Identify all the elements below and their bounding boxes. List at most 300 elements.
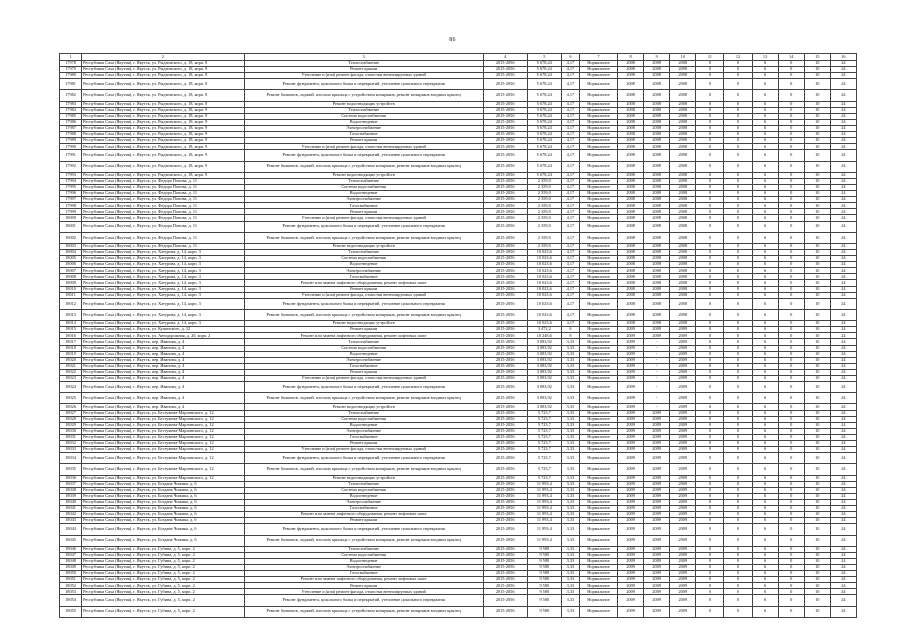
table-cell: 3,33 bbox=[561, 345, 579, 351]
table-cell: 11 993,4 bbox=[527, 512, 561, 518]
table-cell: 4,17 bbox=[561, 79, 579, 90]
table-cell: Нормальное bbox=[579, 119, 617, 125]
table-cell: 0 bbox=[696, 339, 724, 345]
table-cell: 2008 bbox=[618, 221, 644, 232]
table-cell: 9 580 bbox=[527, 564, 561, 570]
table-cell: 17993 bbox=[60, 172, 82, 178]
table-cell: 2015-2056 bbox=[483, 79, 527, 90]
table-cell: 2015-2056 bbox=[483, 404, 527, 410]
table-cell: Нормальное bbox=[579, 292, 617, 298]
table-cell: 2009 bbox=[618, 382, 644, 393]
table-cell: 0 bbox=[696, 481, 724, 487]
table-cell: 24 bbox=[830, 215, 856, 221]
table-cell: 24 bbox=[830, 197, 856, 203]
table-cell: 2009 bbox=[644, 558, 670, 564]
table-cell: 0 bbox=[696, 126, 724, 132]
table-cell: 18028 bbox=[60, 416, 82, 422]
table-cell: 0 bbox=[778, 428, 804, 434]
table-cell: 0 bbox=[724, 73, 752, 79]
table-cell: 18023 bbox=[60, 375, 82, 381]
table-cell: 18033 bbox=[60, 447, 82, 453]
table-cell: 24 bbox=[830, 250, 856, 256]
table-cell: 10 bbox=[804, 309, 830, 320]
table-cell: 10 bbox=[804, 393, 830, 404]
table-cell: Водоотведение bbox=[244, 493, 483, 499]
table-cell: Нормальное bbox=[579, 393, 617, 404]
table-cell: 0 bbox=[724, 107, 752, 113]
table-cell: 6 bbox=[752, 512, 778, 518]
table-cell: 2015-2056 bbox=[483, 119, 527, 125]
table-cell: 24 bbox=[830, 184, 856, 190]
table-cell: Нормальное bbox=[579, 571, 617, 577]
table-cell: 2008 bbox=[670, 184, 696, 190]
table-cell: 18015 bbox=[60, 327, 82, 333]
table-cell: 24 bbox=[830, 298, 856, 309]
table-cell: 2009 bbox=[670, 434, 696, 440]
table-cell: 6 bbox=[752, 606, 778, 617]
table-cell: 0 bbox=[778, 243, 804, 249]
table-cell: 2008 bbox=[670, 67, 696, 73]
table-cell: 2009 bbox=[618, 345, 644, 351]
table-cell: 2008 bbox=[618, 79, 644, 90]
table-cell: 6 bbox=[752, 345, 778, 351]
table-cell: 2009 bbox=[644, 499, 670, 505]
table-cell: 3,33 bbox=[561, 552, 579, 558]
table-cell: 11 993,4 bbox=[527, 535, 561, 546]
table-cell: 4,17 bbox=[561, 274, 579, 280]
table-cell: 10 bbox=[804, 487, 830, 493]
table-cell: 10 bbox=[804, 369, 830, 375]
table-cell: Республика Саха (Якутия), г. Якутск, ул. Рыдзинского, д. 18, корп. 9 bbox=[82, 161, 245, 172]
table-cell: 2015-2056 bbox=[483, 203, 527, 209]
table-cell: 6 bbox=[752, 138, 778, 144]
table-cell: 2015-2056 bbox=[483, 499, 527, 505]
table-cell: 2015-2056 bbox=[483, 113, 527, 119]
table-cell: 0 bbox=[724, 481, 752, 487]
table-cell: 0 bbox=[778, 345, 804, 351]
table-cell: Теплоснабжение bbox=[244, 339, 483, 345]
table-cell: 0 bbox=[696, 518, 724, 524]
table-cell: 2008 bbox=[670, 172, 696, 178]
table-cell: 2008 bbox=[670, 191, 696, 197]
table-cell: 0 bbox=[724, 535, 752, 546]
table-cell: - bbox=[644, 339, 670, 345]
table-cell: Республика Саха (Якутия), г. Якутск, ул. Хатурова, д. 14, корп. 3 bbox=[82, 274, 245, 280]
table-cell: 0 bbox=[724, 410, 752, 416]
table-cell: 10 bbox=[804, 453, 830, 464]
table-row bbox=[60, 524, 857, 535]
table-cell: Республика Саха (Якутия), г. Якутск, ул. Рыдзинского, д. 18, корп. 9 bbox=[82, 119, 245, 125]
table-cell: 2008 bbox=[644, 321, 670, 327]
table-cell: 6 bbox=[752, 178, 778, 184]
table-cell: Нормальное bbox=[579, 351, 617, 357]
table-cell: 6 bbox=[752, 369, 778, 375]
table-cell: 0 bbox=[724, 475, 752, 481]
table-cell: 3,33 bbox=[561, 422, 579, 428]
table-cell: Республика Саха (Якутия), г. Якутск, ул. Хатурова, д. 14, корп. 3 bbox=[82, 292, 245, 298]
table-cell: 2015-2056 bbox=[483, 595, 527, 606]
table-cell: 2009 bbox=[670, 487, 696, 493]
table-cell: 6 bbox=[752, 67, 778, 73]
table-cell: Ремонт крыши bbox=[244, 327, 483, 333]
table-cell: Ремонт фундамента, цокольного балка и перекрытий, утепление цокольного перекрытия bbox=[244, 298, 483, 309]
table-cell: 6 bbox=[752, 375, 778, 381]
table-row bbox=[60, 232, 857, 243]
table-cell: 0 bbox=[724, 61, 752, 67]
table-cell: Республика Саха (Якутия), г. Якутск, ул. Рыдзинского, д. 18, корп. 9 bbox=[82, 144, 245, 150]
table-cell: 2008 bbox=[670, 256, 696, 262]
table-cell: 0 bbox=[778, 410, 804, 416]
table-cell: 2008 bbox=[670, 286, 696, 292]
table-cell: 0 bbox=[778, 327, 804, 333]
table-cell: 11 993,4 bbox=[527, 487, 561, 493]
table-cell: Ремонт фундамента, цокольного балка и перекрытий, утепление цокольного перекрытия bbox=[244, 79, 483, 90]
table-cell: 2009 bbox=[618, 351, 644, 357]
table-cell: 2008 bbox=[618, 321, 644, 327]
table-cell: 0 bbox=[724, 375, 752, 381]
table-cell: 2009 bbox=[618, 428, 644, 434]
table-cell: 0 bbox=[778, 357, 804, 363]
table-cell: Нормальное bbox=[579, 518, 617, 524]
table-cell: 24 bbox=[830, 595, 856, 606]
table-cell: 2008 bbox=[644, 184, 670, 190]
table-cell: 2015-2056 bbox=[483, 434, 527, 440]
table-cell: 0 bbox=[696, 404, 724, 410]
table-cell: - bbox=[644, 369, 670, 375]
table-cell: 6 bbox=[752, 357, 778, 363]
table-cell: 18053 bbox=[60, 589, 82, 595]
table-cell: 0 bbox=[778, 535, 804, 546]
table-cell: 2009 bbox=[618, 434, 644, 440]
table-cell: 0 bbox=[696, 571, 724, 577]
table-cell: 6 bbox=[752, 184, 778, 190]
table-cell: 6 bbox=[752, 119, 778, 125]
table-cell: 0 bbox=[696, 232, 724, 243]
register-sheet bbox=[59, 53, 857, 618]
table-cell: 18001 bbox=[60, 221, 82, 232]
table-cell: 2009 bbox=[670, 327, 696, 333]
table-cell: - bbox=[644, 345, 670, 351]
table-cell: 0 bbox=[724, 506, 752, 512]
table-cell: 9 580 bbox=[527, 606, 561, 617]
table-cell: 0 bbox=[778, 558, 804, 564]
table-cell: Нормальное bbox=[579, 506, 617, 512]
table-cell: 24 bbox=[830, 339, 856, 345]
table-cell: 2015-2056 bbox=[483, 363, 527, 369]
table-cell: Нормальное bbox=[579, 487, 617, 493]
table-cell: Республика Саха (Якутия), г. Якутск, ул. Богдана Чижика, д. 6 bbox=[82, 481, 245, 487]
table-cell: Электроснабжение bbox=[244, 268, 483, 274]
table-cell: 0 bbox=[778, 571, 804, 577]
table-cell: Республика Саха (Якутия), г. Якутск, ул. Губина, д. 5, корп. 2 bbox=[82, 577, 245, 583]
table-cell: 0 bbox=[778, 512, 804, 518]
table-cell: 0 bbox=[696, 595, 724, 606]
table-cell: 18014 bbox=[60, 321, 82, 327]
table-cell: 9 580 bbox=[527, 571, 561, 577]
table-cell: 2009 bbox=[618, 546, 644, 552]
table-cell: 4,17 bbox=[561, 184, 579, 190]
table-cell: Республика Саха (Якутия), г. Якутск, ул. Богдана Чижика, д. 6 bbox=[82, 518, 245, 524]
table-cell: 3 083,92 bbox=[527, 375, 561, 381]
table-cell: 6 bbox=[752, 232, 778, 243]
table-body bbox=[60, 61, 857, 618]
table-cell: 2008 bbox=[670, 144, 696, 150]
table-cell: Ремонт фундамента, цокольного балка и перекрытий, утепление цокольного перекрытия bbox=[244, 453, 483, 464]
table-cell: Утепление и (или) ремонт фасада, отмостки вентилируемых зданий bbox=[244, 447, 483, 453]
table-cell: 2015-2056 bbox=[483, 298, 527, 309]
table-cell: 10 bbox=[804, 518, 830, 524]
table-cell: 2015-2056 bbox=[483, 321, 527, 327]
table-cell: 0 bbox=[724, 215, 752, 221]
table-cell: Республика Саха (Якутия), г. Якутск, ул. Федора Попова, д. 11 bbox=[82, 203, 245, 209]
column-header: 13 bbox=[752, 54, 778, 61]
table-cell: 5 678,24 bbox=[527, 73, 561, 79]
table-cell: 5 678,24 bbox=[527, 119, 561, 125]
table-cell: 2009 bbox=[644, 564, 670, 570]
table-cell: 0 bbox=[696, 61, 724, 67]
table-cell: 24 bbox=[830, 416, 856, 422]
table-cell: 10 bbox=[804, 564, 830, 570]
table-cell: 0 bbox=[696, 191, 724, 197]
table-cell: 2015-2056 bbox=[483, 333, 527, 339]
table-cell: 2009 bbox=[644, 327, 670, 333]
table-cell: 6 bbox=[752, 126, 778, 132]
table-cell: - bbox=[644, 404, 670, 410]
table-cell: 0 bbox=[778, 464, 804, 475]
table-cell: 24 bbox=[830, 113, 856, 119]
table-cell: 4,17 bbox=[561, 138, 579, 144]
table-cell: 10 bbox=[804, 250, 830, 256]
table-cell: 5 678,24 bbox=[527, 107, 561, 113]
table-cell: 10 023,6 bbox=[527, 298, 561, 309]
table-cell: Республика Саха (Якутия), г. Якутск, ул. Губина, д. 5, корп. 2 bbox=[82, 552, 245, 558]
table-cell: Республика Саха (Якутия), г. Якутск, пер. Иванова, д. 4 bbox=[82, 351, 245, 357]
table-cell: 9 580 bbox=[527, 583, 561, 589]
table-cell: 24 bbox=[830, 138, 856, 144]
table-cell: 24 bbox=[830, 422, 856, 428]
table-cell: 6 bbox=[752, 262, 778, 268]
table-cell: 24 bbox=[830, 447, 856, 453]
table-cell: 2008 bbox=[670, 209, 696, 215]
table-cell: 18031 bbox=[60, 434, 82, 440]
table-cell: 3,33 bbox=[561, 546, 579, 552]
table-cell: 2008 bbox=[644, 274, 670, 280]
table-row bbox=[60, 298, 857, 309]
table-cell: 0 bbox=[696, 577, 724, 583]
table-cell: 3,33 bbox=[561, 339, 579, 345]
table-cell: 0 bbox=[696, 393, 724, 404]
table-row bbox=[60, 464, 857, 475]
table-cell: 24 bbox=[830, 552, 856, 558]
table-cell: 0 bbox=[724, 558, 752, 564]
table-cell: 18055 bbox=[60, 606, 82, 617]
table-cell: 24 bbox=[830, 203, 856, 209]
table-cell: 6 bbox=[752, 333, 778, 339]
table-cell: 18049 bbox=[60, 564, 82, 570]
column-header: 16 bbox=[830, 54, 856, 61]
table-cell: 2008 bbox=[644, 262, 670, 268]
table-cell: 3,33 bbox=[561, 357, 579, 363]
table-cell: Республика Саха (Якутия), г. Якутск, ул. Рыдзинского, д. 18, корп. 8 bbox=[82, 61, 245, 67]
table-cell: Республика Саха (Якутия), г. Якутск, пер. Иванова, д. 4 bbox=[82, 363, 245, 369]
table-cell: 2009 bbox=[618, 577, 644, 583]
table-cell: Нормальное bbox=[579, 178, 617, 184]
table-cell: 24 bbox=[830, 606, 856, 617]
table-cell: 2015-2056 bbox=[483, 357, 527, 363]
table-cell: 10 bbox=[804, 535, 830, 546]
table-cell: Нормальное bbox=[579, 434, 617, 440]
table-cell: 2015-2056 bbox=[483, 546, 527, 552]
table-cell: 2015-2056 bbox=[483, 67, 527, 73]
table-cell: 2009 bbox=[670, 393, 696, 404]
table-cell: 0 bbox=[724, 422, 752, 428]
table-cell: 24 bbox=[830, 506, 856, 512]
table-cell: Теплоснабжение bbox=[244, 410, 483, 416]
table-cell: 2009 bbox=[670, 410, 696, 416]
table-cell: 2015-2056 bbox=[483, 250, 527, 256]
table-cell: 0 bbox=[724, 132, 752, 138]
table-cell: 9 580 bbox=[527, 546, 561, 552]
table-cell: Ремонт балконов, лоджий, плоских крыльца с устройством козырьков, ремонт козырьков входных крылец bbox=[244, 393, 483, 404]
table-cell: 0 bbox=[778, 126, 804, 132]
table-cell: 0 bbox=[696, 132, 724, 138]
table-cell: 4,17 bbox=[561, 150, 579, 161]
table-cell: 5 678,24 bbox=[527, 101, 561, 107]
table-cell: 10 bbox=[804, 404, 830, 410]
table-cell: 0 bbox=[778, 441, 804, 447]
table-cell: Теплоснабжение bbox=[244, 61, 483, 67]
table-cell: 2015-2056 bbox=[483, 107, 527, 113]
table-cell: 5 723,7 bbox=[527, 475, 561, 481]
table-cell: 4,17 bbox=[561, 232, 579, 243]
table-cell: 24 bbox=[830, 564, 856, 570]
table-cell: 4,17 bbox=[561, 61, 579, 67]
table-cell: 2009 bbox=[644, 595, 670, 606]
table-cell: 0 bbox=[696, 292, 724, 298]
table-cell: 0 bbox=[778, 286, 804, 292]
table-cell: 2008 bbox=[618, 172, 644, 178]
table-cell: 2008 bbox=[670, 292, 696, 298]
table-cell: 0 bbox=[696, 441, 724, 447]
table-cell: 2009 bbox=[670, 506, 696, 512]
table-cell: 2015-2056 bbox=[483, 138, 527, 144]
table-cell: 2015-2056 bbox=[483, 292, 527, 298]
table-cell: 10 bbox=[804, 126, 830, 132]
table-cell: 2015-2056 bbox=[483, 493, 527, 499]
table-cell: Республика Саха (Якутия), г. Якутск, ул. Бестужева-Марлинского, д. 12 bbox=[82, 434, 245, 440]
table-cell: Электроснабжение bbox=[244, 126, 483, 132]
table-cell: 2008 bbox=[670, 113, 696, 119]
table-cell: 2009 bbox=[644, 410, 670, 416]
table-cell: 2015-2056 bbox=[483, 416, 527, 422]
table-cell: 18016 bbox=[60, 333, 82, 339]
table-cell: 10 bbox=[804, 197, 830, 203]
table-cell: 2008 bbox=[618, 119, 644, 125]
table-cell: 0 bbox=[696, 375, 724, 381]
table-cell: Электроснабжение bbox=[244, 564, 483, 570]
table-cell: Газоснабжение bbox=[244, 132, 483, 138]
table-cell: 6 bbox=[752, 363, 778, 369]
table-cell: 10 bbox=[804, 161, 830, 172]
table-cell: - bbox=[644, 351, 670, 357]
table-cell: 5 723,7 bbox=[527, 464, 561, 475]
table-cell: 6 bbox=[752, 493, 778, 499]
table-cell: 2 359,0 bbox=[527, 197, 561, 203]
table-cell: 2015-2056 bbox=[483, 583, 527, 589]
table-cell: 2015-2056 bbox=[483, 571, 527, 577]
table-cell: 2008 bbox=[670, 61, 696, 67]
table-cell: Газоснабжение bbox=[244, 274, 483, 280]
table-cell: 0 bbox=[778, 309, 804, 320]
table-cell: 0 bbox=[696, 493, 724, 499]
table-cell: 24 bbox=[830, 61, 856, 67]
table-cell: 2009 bbox=[644, 428, 670, 434]
table-cell: 0 bbox=[724, 434, 752, 440]
table-cell: Ремонт фундамента, цокольного балка и перекрытий, утепление цокольного перекрытия bbox=[244, 150, 483, 161]
table-cell: 24 bbox=[830, 518, 856, 524]
table-cell: Республика Саха (Якутия), г. Якутск, ул. Богдана Чижика, д. 6 bbox=[82, 512, 245, 518]
column-header: 1 bbox=[60, 54, 82, 61]
table-cell: 6 bbox=[752, 61, 778, 67]
table-cell: 10 bbox=[804, 577, 830, 583]
table-cell: 4,17 bbox=[561, 126, 579, 132]
table-cell: 2008 bbox=[670, 101, 696, 107]
table-cell: 0 bbox=[778, 453, 804, 464]
table-row bbox=[60, 595, 857, 606]
table-cell: 10 bbox=[804, 138, 830, 144]
table-cell: Нормальное bbox=[579, 209, 617, 215]
table-cell: Ремонт фундамента, цокольного балка и перекрытий, утепление цокольного перекрытия bbox=[244, 595, 483, 606]
table-cell: 6 bbox=[752, 487, 778, 493]
table-cell: 2009 bbox=[670, 558, 696, 564]
table-cell: Нормальное bbox=[579, 250, 617, 256]
table-cell: 0 bbox=[696, 558, 724, 564]
table-cell: 2015-2056 bbox=[483, 475, 527, 481]
table-cell: 5 678,24 bbox=[527, 61, 561, 67]
table-cell: Ремонт крыши bbox=[244, 286, 483, 292]
table-cell: 0 bbox=[778, 564, 804, 570]
table-cell: 17996 bbox=[60, 191, 82, 197]
table-cell: 2008 bbox=[670, 150, 696, 161]
table-cell: Ремонт фундамента, цокольного балка и перекрытий, утепление цокольного перекрытия bbox=[244, 221, 483, 232]
table-cell: 2008 bbox=[644, 280, 670, 286]
table-cell: 10 bbox=[804, 428, 830, 434]
table-cell: Республика Саха (Якутия), г. Якутск, ул. Губина, д. 5, корп. 2 bbox=[82, 595, 245, 606]
table-cell: Республика Саха (Якутия), г. Якутск, ул. Федора Попова, д. 11 bbox=[82, 215, 245, 221]
table-cell: 2008 bbox=[618, 101, 644, 107]
table-cell: 10 bbox=[804, 232, 830, 243]
table-cell: 5 723,7 bbox=[527, 441, 561, 447]
table-cell: Нормальное bbox=[579, 243, 617, 249]
table-cell: 2015-2056 bbox=[483, 172, 527, 178]
column-header: 15 bbox=[804, 54, 830, 61]
table-cell: 2009 bbox=[618, 558, 644, 564]
table-cell: 2008 bbox=[618, 268, 644, 274]
table-cell: 18010 bbox=[60, 286, 82, 292]
table-cell: 0 bbox=[696, 410, 724, 416]
table-cell: 2008 bbox=[644, 126, 670, 132]
table-cell: Нормальное bbox=[579, 447, 617, 453]
table-cell: 5 678,24 bbox=[527, 161, 561, 172]
table-cell: 10 023,6 bbox=[527, 280, 561, 286]
table-cell: 0 bbox=[778, 107, 804, 113]
table-cell: 2009 bbox=[618, 552, 644, 558]
table-cell: 0 bbox=[724, 150, 752, 161]
table-cell: Утепление и (или) ремонт фасада, отмостки вентилируемых зданий bbox=[244, 215, 483, 221]
table-cell: 2009 bbox=[618, 357, 644, 363]
table-cell: 2009 bbox=[644, 512, 670, 518]
table-cell: 8 bbox=[561, 333, 579, 339]
